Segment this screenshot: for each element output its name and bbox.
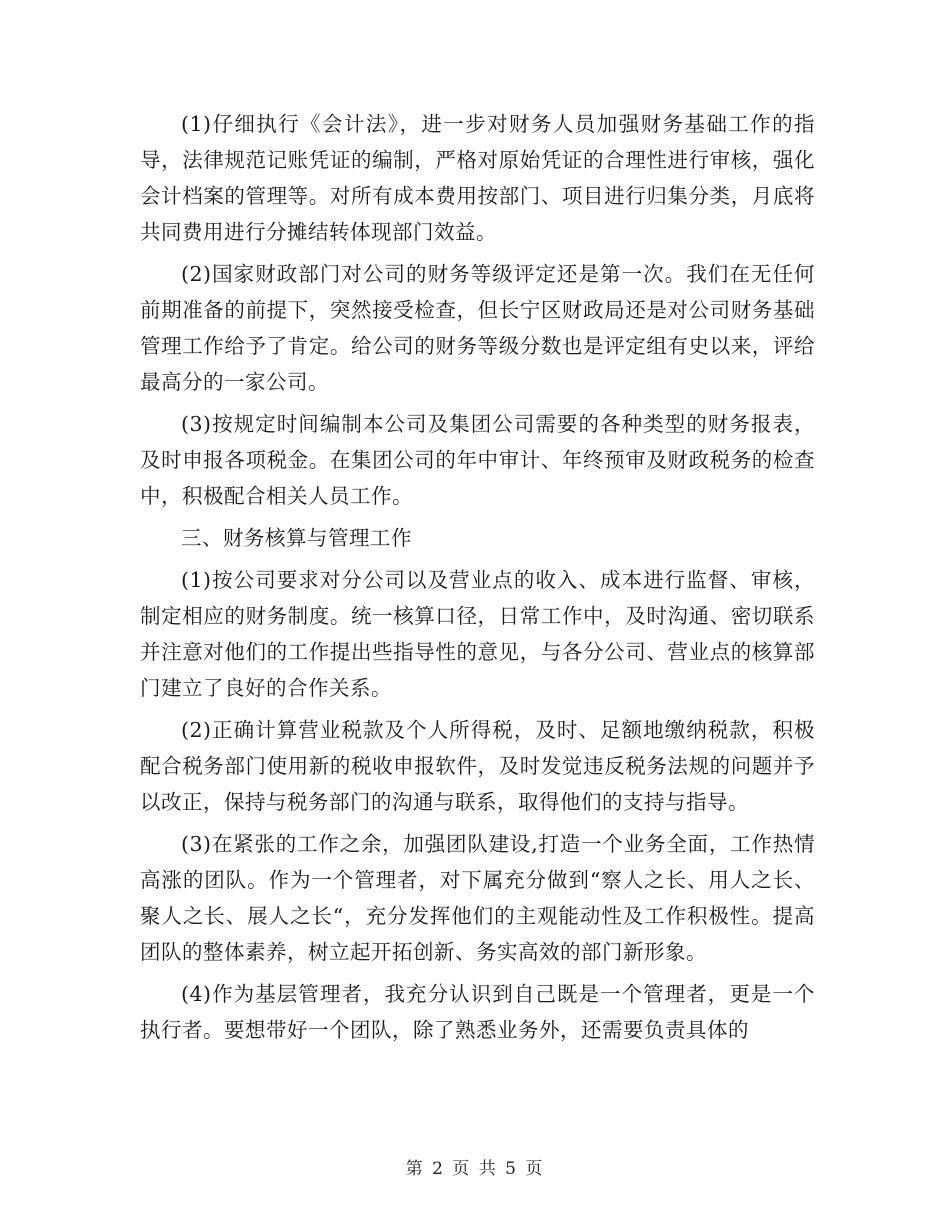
paragraph-7: (4)作为基层管理者，我充分认识到自己既是一个管理者，更是一个执行者。要想带好一个团队，除了熟悉业务外，还需要负责具体的 <box>140 982 815 1042</box>
page-number-footer: 第 2 页 共 5 页 <box>405 1159 545 1179</box>
paragraph-1: (1)仔细执行《会计法》，进一步对财务人员加强财务基础工作的指导，法律规范记账凭证的编制，严格对原始凭证的合理性进行审核，强化会计档案的管理等。对所有成本费用按部门、项目进行归集分类，月底将共同费用进行分摊结转体现部门效益。 <box>140 112 815 244</box>
paragraph-5: (2)正确计算营业税款及个人所得税，及时、足额地缴纳税款，积极配合税务部门使用新的税收申报软件，及时发觉违反税务法规的问题并予以改正，保持与税务部门的沟通与联系，取得他们的支持与指导。 <box>140 718 815 814</box>
paragraph-4: (1)按公司要求对分公司以及营业点的收入、成本进行监督、审核，制定相应的财务制度。统一核算口径，日常工作中，及时沟通、密切联系并注意对他们的工作提出些指导性的意见，与各分公司、营业点的核算部门建立了良好的合作关系。 <box>140 568 815 700</box>
document-body <box>140 106 815 1054</box>
paragraph-3: (3)按规定时间编制本公司及集团公司需要的各种类型的财务报表，及时申报各项税金。在集团公司的年中审计、年终预审及财政税务的检查中，积极配合相关人员工作。 <box>140 412 815 508</box>
section-heading: 三、财务核算与管理工作 <box>181 526 412 550</box>
paragraph-2: (2)国家财政部门对公司的财务等级评定还是第一次。我们在无任何前期准备的前提下，突然接受检查，但长宁区财政局还是对公司财务基础管理工作给予了肯定。给公司的财务等级分数也是评定组有史以来，评给最高分的一家公司。 <box>140 262 815 394</box>
paragraph-6: (3)在紧张的工作之余，加强团队建设,打造一个业务全面，工作热情高涨的团队。作为一个管理者，对下属充分做到“察人之长、用人之长、聚人之长、展人之长“，充分发挥他们的主观能动性及工作积极性。提高团队的整体素养，树立起开拓创新、务实高效的部门新形象。 <box>140 832 815 964</box>
